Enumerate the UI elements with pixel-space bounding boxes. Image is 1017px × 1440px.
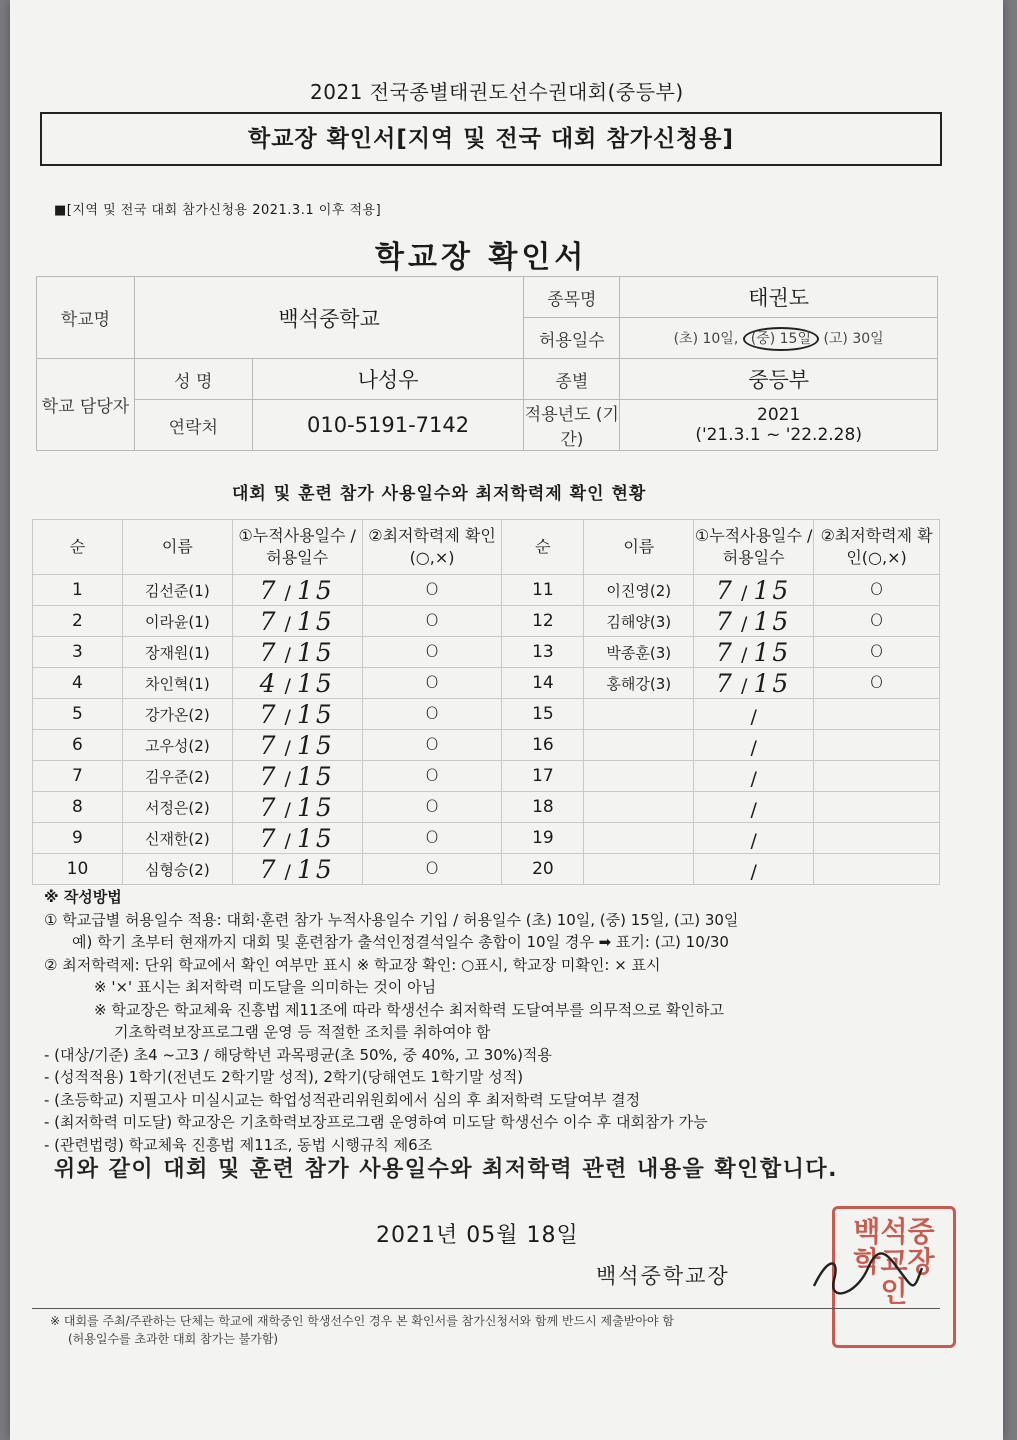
allow-days-value bbox=[620, 318, 938, 359]
min-academic-check: O bbox=[814, 637, 940, 668]
row-no: 17 bbox=[502, 761, 584, 792]
days-slash: / bbox=[278, 581, 297, 604]
allowed-days: 15 bbox=[296, 575, 335, 605]
allow-high: (고) 30일 bbox=[823, 331, 884, 347]
row-no: 2 bbox=[33, 606, 123, 637]
min-academic-check bbox=[814, 792, 940, 823]
row-no: 7 bbox=[33, 761, 123, 792]
min-academic-check: O bbox=[814, 606, 940, 637]
principal-title: 백석중학교장 bbox=[596, 1264, 730, 1288]
days-slash: / bbox=[278, 705, 297, 728]
allowed-days: 15 bbox=[753, 637, 792, 667]
status-row bbox=[33, 668, 940, 699]
days-slash: / bbox=[750, 705, 757, 728]
allowed-days: 15 bbox=[753, 606, 792, 636]
status-row bbox=[33, 730, 940, 761]
row-no: 3 bbox=[33, 637, 123, 668]
status-row bbox=[33, 575, 940, 606]
method-line: - (성적적용) 1학기(전년도 2학기말 성적), 2학기(당해연도 1학기말 성적) bbox=[44, 1068, 524, 1086]
manager-name-label: 성 명 bbox=[134, 359, 252, 400]
manager-label: 학교 담당자 bbox=[37, 359, 135, 451]
row-no: 6 bbox=[33, 730, 123, 761]
issue-date: 2021년 05월 18일 bbox=[376, 1223, 579, 1248]
days-used bbox=[232, 823, 362, 854]
days-used bbox=[694, 761, 814, 792]
col-name-2: 이름 bbox=[584, 520, 694, 575]
days-used bbox=[232, 699, 362, 730]
allowed-days: 15 bbox=[296, 792, 335, 822]
status-header-row bbox=[33, 520, 940, 575]
allow-middle-circled: (중) 15일 bbox=[743, 327, 819, 351]
col-check: ②최저학력제 확인(○,×) bbox=[362, 520, 502, 575]
used-days: 7 bbox=[259, 761, 279, 791]
min-academic-check: O bbox=[362, 637, 502, 668]
year-label: 적용년도 (기간) bbox=[524, 400, 620, 451]
col-days-2: ①누적사용일수 /허용일수 bbox=[694, 520, 814, 575]
days-slash: / bbox=[278, 829, 297, 852]
status-table bbox=[32, 519, 940, 885]
status-row bbox=[33, 823, 940, 854]
row-no: 1 bbox=[33, 575, 123, 606]
row-no: 20 bbox=[502, 854, 584, 885]
status-row bbox=[33, 792, 940, 823]
used-days: 7 bbox=[716, 637, 735, 667]
min-academic-check: O bbox=[362, 854, 502, 885]
method-line: - (대상/기준) 초4 ~고3 / 해당학년 과목평균(초 50%, 중 40%, 고 30%)적용 bbox=[44, 1045, 552, 1064]
student-name bbox=[584, 730, 694, 761]
used-days: 7 bbox=[259, 792, 279, 822]
days-slash: / bbox=[734, 674, 754, 697]
days-slash: / bbox=[734, 581, 754, 604]
days-used bbox=[694, 792, 814, 823]
min-academic-check: O bbox=[362, 606, 502, 637]
days-used bbox=[232, 668, 362, 699]
allow-elementary: (초) 10일, bbox=[673, 331, 739, 347]
row-no: 8 bbox=[33, 792, 123, 823]
status-row bbox=[33, 761, 940, 792]
row-no: 15 bbox=[502, 699, 584, 730]
min-academic-check bbox=[814, 823, 940, 854]
allowed-days: 15 bbox=[296, 730, 335, 760]
status-row bbox=[33, 637, 940, 668]
days-slash: / bbox=[750, 736, 757, 759]
method-line: 기초학력보장프로그램 운영 등 적절한 조치를 취하여야 함 bbox=[114, 1023, 491, 1041]
days-slash: / bbox=[734, 612, 754, 635]
year-value: 2021 bbox=[757, 405, 801, 425]
division-value: 중등부 bbox=[620, 359, 938, 400]
days-used bbox=[694, 699, 814, 730]
contact-value: 010-5191-7142 bbox=[252, 400, 524, 451]
allow-days-label: 허용일수 bbox=[524, 318, 620, 359]
student-name: 이진영(2) bbox=[584, 575, 694, 606]
status-row bbox=[33, 606, 940, 637]
document-title: 학교장 확인서 bbox=[375, 240, 588, 275]
used-days: 7 bbox=[259, 730, 279, 760]
days-slash: / bbox=[278, 767, 297, 790]
method-line: ① 학교급별 허용일수 적용: 대회·훈련 참가 누적사용일수 기입 / 허용일수 (초) 10일, (중) 15일, (고) 30일 bbox=[44, 910, 739, 929]
division-label: 종별 bbox=[524, 359, 620, 400]
principal-signature bbox=[806, 1238, 926, 1308]
min-academic-check: O bbox=[362, 668, 502, 699]
row-no: 13 bbox=[502, 637, 584, 668]
row-no: 14 bbox=[502, 668, 584, 699]
col-no-2: 순 bbox=[502, 520, 584, 575]
col-check-2: ②최저학력제 확인(○,×) bbox=[814, 520, 940, 575]
status-section-title: 대회 및 훈련 참가 사용일수와 최저학력제 확인 현황 bbox=[232, 484, 647, 504]
days-used bbox=[694, 854, 814, 885]
student-name: 김선준(1) bbox=[122, 575, 232, 606]
student-name: 고우성(2) bbox=[122, 730, 232, 761]
min-academic-check: O bbox=[814, 575, 940, 606]
used-days: 7 bbox=[716, 668, 735, 698]
student-name: 홍해강(3) bbox=[584, 668, 694, 699]
method-line: ※ '×' 표시는 최저학력 미도달을 의미하는 것이 아님 bbox=[94, 978, 437, 996]
footer-line-1: ※ 대회를 주최/주관하는 단체는 학교에 재학중인 학생선수인 경우 본 확인서를 참가신청서와 함께 반드시 제출받아야 함 bbox=[50, 1314, 674, 1328]
days-slash: / bbox=[278, 612, 297, 635]
days-used bbox=[694, 730, 814, 761]
used-days: 7 bbox=[716, 606, 735, 636]
days-used bbox=[694, 606, 814, 637]
min-academic-check: O bbox=[362, 575, 502, 606]
status-row bbox=[33, 854, 940, 885]
year-cell bbox=[620, 400, 938, 451]
student-name bbox=[584, 792, 694, 823]
min-academic-check bbox=[814, 699, 940, 730]
days-used bbox=[694, 823, 814, 854]
used-days: 7 bbox=[259, 854, 279, 884]
days-used bbox=[694, 637, 814, 668]
days-slash: / bbox=[750, 829, 757, 852]
days-slash: / bbox=[734, 643, 754, 666]
student-name: 김우준(2) bbox=[122, 761, 232, 792]
student-name: 신재한(2) bbox=[122, 823, 232, 854]
student-name bbox=[584, 854, 694, 885]
seal-text: 백석중 학교장 인 bbox=[853, 1215, 935, 1308]
method-line: - (최저학력 미도달) 학교장은 기초학력보장프로그램 운영하여 미도달 학생선수 이수 후 대회참가 가능 bbox=[44, 1113, 708, 1131]
student-name: 차인혁(1) bbox=[122, 668, 232, 699]
min-academic-check bbox=[814, 761, 940, 792]
form-title-box: 학교장 확인서[지역 및 전국 대회 참가신청용] bbox=[40, 112, 942, 166]
allowed-days: 15 bbox=[296, 637, 335, 667]
method-line: 예) 학기 초부터 현재까지 대회 및 훈련참가 출석인정결석일수 총합이 10일 경우 ➡ 표기: (고) 10/30 bbox=[72, 933, 729, 951]
method-line: - (관련법령) 학교체육 진흥법 제11조, 동법 시행규칙 제6조 bbox=[44, 1135, 433, 1154]
min-academic-check: O bbox=[362, 730, 502, 761]
row-no: 10 bbox=[33, 854, 123, 885]
school-info-table bbox=[36, 276, 938, 451]
footer-rule bbox=[32, 1308, 940, 1309]
used-days: 7 bbox=[259, 699, 279, 729]
min-academic-check: O bbox=[362, 792, 502, 823]
method-line: ※ 학교장은 학교체육 진흥법 제11조에 따라 학생선수 최저학력 도달여부를 의무적으로 확인하고 bbox=[94, 1000, 724, 1019]
school-name-label: 학교명 bbox=[37, 277, 135, 359]
used-days: 7 bbox=[259, 606, 279, 636]
min-academic-check: O bbox=[362, 699, 502, 730]
method-heading: ※ 작성방법 bbox=[44, 888, 122, 906]
student-name bbox=[584, 761, 694, 792]
row-no: 16 bbox=[502, 730, 584, 761]
allowed-days: 15 bbox=[296, 699, 335, 729]
contact-label: 연락처 bbox=[134, 400, 252, 451]
min-academic-check: O bbox=[362, 761, 502, 792]
days-used bbox=[232, 637, 362, 668]
student-name bbox=[584, 823, 694, 854]
writing-method bbox=[44, 886, 944, 1156]
days-used bbox=[694, 575, 814, 606]
row-no: 5 bbox=[33, 699, 123, 730]
used-days: 7 bbox=[259, 575, 279, 605]
student-name: 장재원(1) bbox=[122, 637, 232, 668]
student-name: 이라윤(1) bbox=[122, 606, 232, 637]
row-no: 19 bbox=[502, 823, 584, 854]
days-slash: / bbox=[278, 860, 297, 883]
min-academic-check bbox=[814, 730, 940, 761]
student-name: 강가온(2) bbox=[122, 699, 232, 730]
allowed-days: 15 bbox=[296, 854, 335, 884]
min-academic-check: O bbox=[814, 668, 940, 699]
days-slash: / bbox=[750, 798, 757, 821]
document-page bbox=[10, 0, 1003, 1440]
allowed-days: 15 bbox=[753, 668, 792, 698]
used-days: 7 bbox=[259, 823, 279, 853]
col-days: ①누적사용일수 /허용일수 bbox=[232, 520, 362, 575]
method-line: - (초등학교) 지필고사 미실시교는 학업성적관리위원회에서 심의 후 최저학력 도달여부 결정 bbox=[44, 1090, 641, 1109]
student-name: 김해양(3) bbox=[584, 606, 694, 637]
days-slash: / bbox=[278, 643, 297, 666]
sport-value: 태권도 bbox=[620, 277, 938, 318]
school-name-value: 백석중학교 bbox=[134, 277, 524, 359]
footer-line-2: (허용일수를 초과한 대회 참가는 불가함) bbox=[68, 1332, 279, 1346]
allowed-days: 15 bbox=[296, 761, 335, 791]
days-slash: / bbox=[278, 798, 297, 821]
footer-note bbox=[50, 1312, 674, 1348]
days-used bbox=[232, 792, 362, 823]
event-title: 2021 전국종별태권도선수권대회(중등부) bbox=[310, 80, 684, 104]
student-name: 서정은(2) bbox=[122, 792, 232, 823]
student-name: 심형승(2) bbox=[122, 854, 232, 885]
col-no: 순 bbox=[33, 520, 123, 575]
days-used bbox=[232, 606, 362, 637]
method-line: ② 최저학력제: 단위 학교에서 확인 여부만 표시 ※ 학교장 확인: ○표시, 학교장 미확인: × 표시 bbox=[44, 955, 661, 974]
manager-name-value: 나성우 bbox=[252, 359, 524, 400]
student-name: 박종훈(3) bbox=[584, 637, 694, 668]
application-note: ■[지역 및 전국 대회 참가신청용 2021.3.1 이후 적용] bbox=[54, 203, 382, 218]
sport-label: 종목명 bbox=[524, 277, 620, 318]
used-days: 7 bbox=[259, 637, 279, 667]
row-no: 4 bbox=[33, 668, 123, 699]
student-name bbox=[584, 699, 694, 730]
allowed-days: 15 bbox=[296, 668, 335, 698]
confirmation-statement: 위와 같이 대회 및 훈련 참가 사용일수와 최저학력 관련 내용을 확인합니다. bbox=[54, 1157, 839, 1182]
min-academic-check: O bbox=[362, 823, 502, 854]
status-row bbox=[33, 699, 940, 730]
row-no: 11 bbox=[502, 575, 584, 606]
days-used bbox=[694, 668, 814, 699]
days-used bbox=[232, 761, 362, 792]
signature-stroke bbox=[814, 1253, 922, 1293]
days-slash: / bbox=[278, 736, 297, 759]
days-slash: / bbox=[750, 767, 757, 790]
row-no: 18 bbox=[502, 792, 584, 823]
days-used bbox=[232, 854, 362, 885]
allowed-days: 15 bbox=[753, 575, 792, 605]
col-name: 이름 bbox=[122, 520, 232, 575]
days-used bbox=[232, 730, 362, 761]
row-no: 12 bbox=[502, 606, 584, 637]
used-days: 7 bbox=[716, 575, 735, 605]
allowed-days: 15 bbox=[296, 606, 335, 636]
min-academic-check bbox=[814, 854, 940, 885]
period-value: ('21.3.1 ~ '22.2.28) bbox=[695, 425, 862, 445]
used-days: 4 bbox=[259, 668, 279, 698]
row-no: 9 bbox=[33, 823, 123, 854]
days-slash: / bbox=[278, 674, 297, 697]
allowed-days: 15 bbox=[296, 823, 335, 853]
days-used bbox=[232, 575, 362, 606]
days-slash: / bbox=[750, 860, 757, 883]
